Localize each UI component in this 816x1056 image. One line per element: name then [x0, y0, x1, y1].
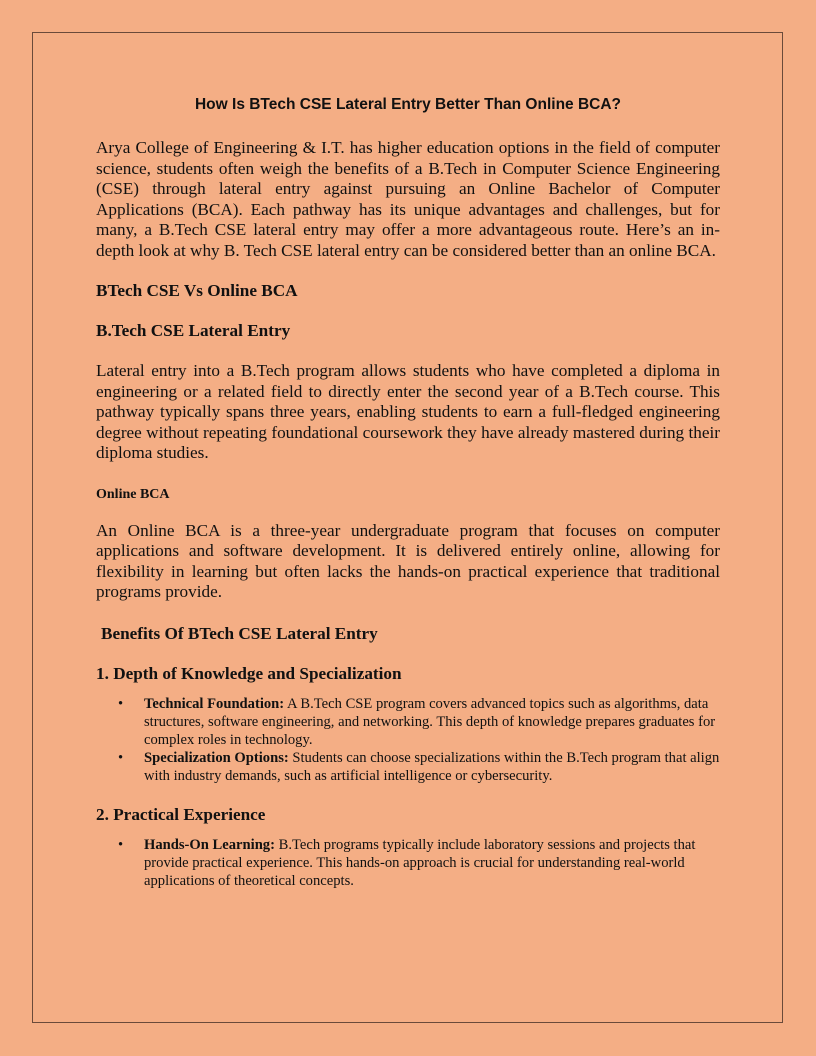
practical-bullet-list: [96, 836, 720, 890]
online-bca-paragraph: An Online BCA is a three-year undergraduate program that focuses on computer applications and software development. It is delivered entirely online, allowing for flexibility in learning but often lacks the hands-on practical experience that traditional programs provide.: [96, 520, 720, 601]
lateral-entry-paragraph: Lateral entry into a B.Tech program allows students who have completed a diploma in engineering or a related field to directly enter the second year of a B.Tech course. This pathway typically spans three years, enabling students to earn a full-fledged engineering degree without repeating foundational coursework they have already mastered during their diploma studies.: [96, 361, 720, 462]
bullet-dot: •: [118, 836, 124, 853]
bullet-text: B.Tech programs typically include laboratory sessions and projects that provide practical experience. This hands-on approach is crucial for understanding real-world applications of theoretical concepts.: [144, 836, 696, 889]
heading-vs: BTech CSE Vs Online BCA: [96, 281, 298, 300]
depth-bullet-list: [96, 695, 720, 785]
bullet-text: A B.Tech CSE program covers advanced topics such as algorithms, data structures, software engineering, and networking. This depth of knowledge prepares graduates for complex roles in technology.: [144, 695, 716, 748]
bullet-specialization-options: [118, 749, 720, 785]
heading-lateral-entry: B.Tech CSE Lateral Entry: [96, 321, 291, 340]
bullet-label: Technical Foundation:: [144, 695, 285, 712]
bullet-text: Students can choose specializations within the B.Tech program that align with industry demands, such as artificial intelligence or cybersecurity.: [144, 749, 720, 784]
document-body: [96, 138, 720, 890]
bullet-technical-foundation: [118, 695, 720, 749]
bullet-dot: •: [118, 695, 124, 712]
heading-depth-of-knowledge: 1. Depth of Knowledge and Specialization: [96, 663, 402, 683]
bullet-label: Hands-On Learning:: [144, 836, 275, 853]
heading-benefits: Benefits Of BTech CSE Lateral Entry: [101, 623, 378, 643]
bullet-label: Specialization Options:: [144, 749, 289, 766]
bullet-hands-on-learning: [118, 836, 720, 890]
heading-online-bca: Online BCA: [96, 486, 170, 502]
page-title: How Is BTech CSE Lateral Entry Better Than Online BCA?: [194, 96, 622, 113]
bullet-dot: •: [118, 749, 124, 766]
heading-practical-experience: 2. Practical Experience: [96, 804, 266, 824]
intro-paragraph: Arya College of Engineering & I.T. has higher education options in the field of computer science, students often weigh the benefits of a B.Tech in Computer Science Engineering (CSE) through lateral entry against pursuing an Online Bachelor of Computer Applications (BCA). Each pathway has its unique advantages and challenges, but for many, a B.Tech CSE lateral entry may offer a more advantageous route. Here’s an in-depth look at why B. Tech CSE lateral entry can be considered better than an online BCA.: [96, 138, 720, 260]
